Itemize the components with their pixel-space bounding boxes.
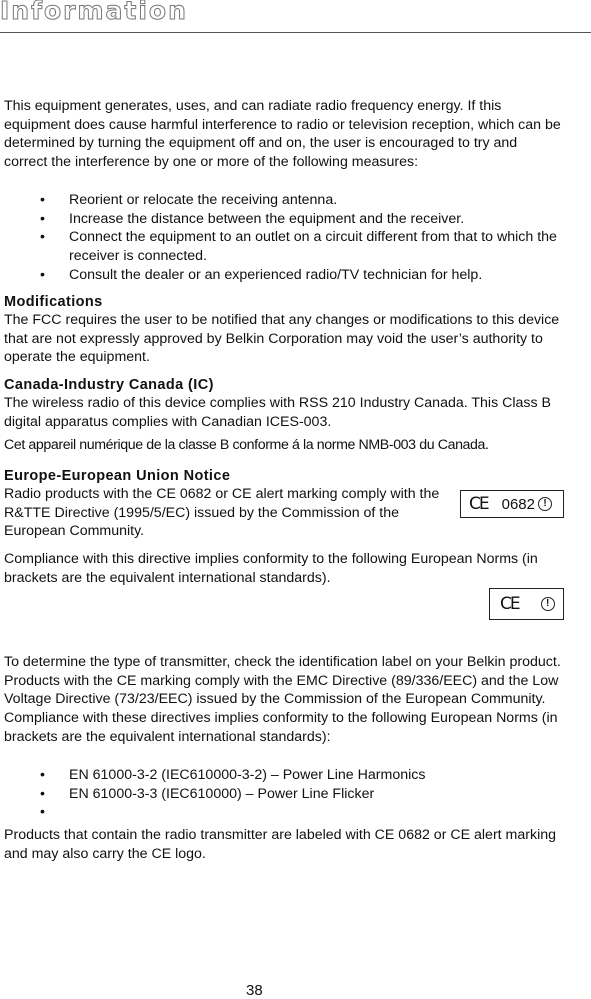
interference-measures-list (40, 191, 560, 285)
ce-0682-alert-box (460, 490, 564, 518)
europe-heading: Europe-European Union Notice (4, 468, 231, 484)
canada-paragraph: The wireless radio of this device complies with RSS 210 Industry Canada. This Class B digital apparatus complies with Canadian ICES-003. (4, 395, 551, 430)
intro-paragraph: This equipment generates, uses, and can radiate radio frequency energy. If this equipment does cause harmful interference to radio or television reception, which can be determined by turning the equipment off and on, the user is encouraged to try and correct the interference by one or more of the following measures: (4, 98, 561, 171)
canada-french-paragraph: Cet appareil numérique de la classe B conforme á la norme NMB-003 du Canada. (4, 437, 489, 453)
alert-icon: ! (541, 597, 555, 611)
alert-icon: ! (538, 497, 552, 511)
page-number: 38 (246, 982, 263, 999)
ce-logo: CE (500, 594, 519, 614)
list-item: • Reorient or relocate the receiving antenna. (40, 191, 560, 210)
closing-paragraph: Products that contain the radio transmitter are labeled with CE 0682 or CE alert marking and may also carry the CE logo. (4, 827, 557, 862)
canada-heading: Canada-Industry Canada (IC) (4, 377, 214, 393)
list-item (40, 803, 560, 822)
modifications-heading: Modifications (4, 294, 103, 310)
list-item: • Increase the distance between the equipment and the receiver. (40, 210, 560, 229)
modifications-paragraph: The FCC requires the user to be notified that any changes or modifications to this device that are not expressly approved by Belkin Corporation may void the user’s authority to operate the equipment. (4, 312, 560, 366)
ce-logo: CE (469, 494, 488, 514)
page-header-title: Information (0, 0, 188, 25)
transmitter-type-paragraph: To determine the type of transmitter, check the identification label on your Belkin product. Products with the CE marking comply with the EMC Directive (89/336/EEC) and the Low Voltage Directive (73/23/EEC) issued by the Commission of the European Community. Compliance with these directives implies conformity to the following European Norms (in brackets are the equivalent international standards): (4, 654, 561, 745)
list-item: • Connect the equipment to an outlet on a circuit different from that to which the receiver is connected. (40, 228, 560, 265)
list-item: • EN 61000-3-2 (IEC610000-3-2) – Power Line Harmonics (40, 766, 560, 785)
header-divider (0, 32, 591, 33)
ce-alert-box (489, 588, 564, 620)
list-item: • Consult the dealer or an experienced radio/TV technician for help. (40, 266, 560, 285)
compliance-paragraph: Compliance with this directive implies conformity to the following European Norms (in brackets are the equivalent international standards). (4, 551, 538, 586)
european-norms-list (40, 766, 560, 822)
europe-paragraph: Radio products with the CE 0682 or CE alert marking comply with the R&TTE Directive (1995/5/EC) issued by the Commission of the European Community. (4, 486, 440, 540)
ce-notified-body-number: 0682 (501, 495, 535, 513)
list-item: • EN 61000-3-3 (IEC610000) – Power Line Flicker (40, 785, 560, 804)
